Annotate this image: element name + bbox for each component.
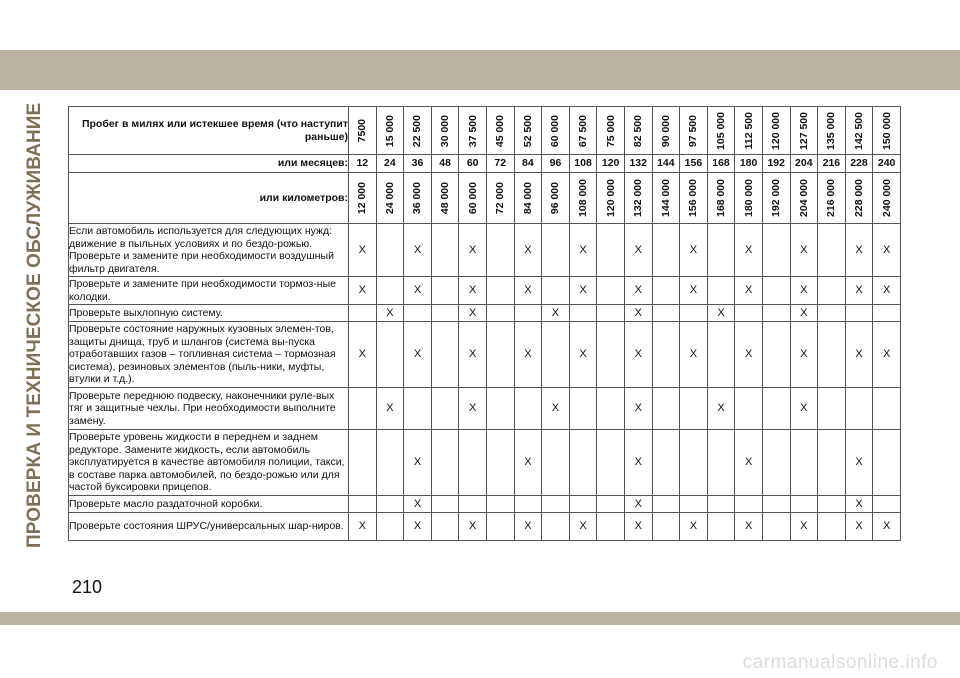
schedule-mark-cell: X <box>624 224 652 277</box>
miles-interval-cell-text: 75 000 <box>604 114 617 147</box>
schedule-mark-cell <box>818 388 846 430</box>
miles-interval-cell <box>680 107 708 155</box>
schedule-mark-cell <box>542 513 570 541</box>
schedule-mark-cell: X <box>514 513 542 541</box>
schedule-mark-cell <box>486 430 514 496</box>
schedule-mark-cell: X <box>845 430 873 496</box>
miles-interval-cell-text: 45 000 <box>494 114 507 147</box>
schedule-mark-cell <box>818 277 846 305</box>
schedule-mark-cell: X <box>735 430 763 496</box>
schedule-mark-cell <box>597 388 625 430</box>
schedule-mark-cell: X <box>459 513 487 541</box>
km-interval-cell <box>376 173 404 224</box>
schedule-mark-cell <box>514 388 542 430</box>
schedule-mark-cell: X <box>707 305 735 322</box>
schedule-mark-cell <box>431 430 459 496</box>
months-interval-cell: 108 <box>569 155 597 173</box>
schedule-mark-cell <box>431 388 459 430</box>
km-interval-cell-text: 108 000 <box>577 179 590 218</box>
km-interval-cell <box>514 173 542 224</box>
table-row <box>69 513 901 541</box>
schedule-mark-cell: X <box>569 322 597 388</box>
schedule-mark-cell: X <box>349 322 377 388</box>
months-interval-cell: 240 <box>873 155 901 173</box>
schedule-mark-cell: X <box>569 513 597 541</box>
miles-interval-cell <box>790 107 818 155</box>
km-interval-cell-text: 60 000 <box>466 182 479 215</box>
schedule-mark-cell <box>376 224 404 277</box>
schedule-mark-cell <box>486 388 514 430</box>
schedule-mark-cell <box>376 277 404 305</box>
schedule-mark-cell: X <box>873 322 901 388</box>
task-description: Проверьте переднюю подвеску, наконечники руле-вых тяг и защитные чехлы. При необходимости выполните замену. <box>69 388 349 430</box>
schedule-mark-cell: X <box>873 277 901 305</box>
task-description: Проверьте и замените при необходимости тормоз-ные колодки. <box>69 277 349 305</box>
miles-interval-cell-text: 82 500 <box>632 114 645 147</box>
miles-header-row <box>69 107 901 155</box>
schedule-mark-cell <box>680 496 708 513</box>
schedule-mark-cell <box>431 496 459 513</box>
schedule-mark-cell <box>762 513 790 541</box>
table-row <box>69 322 901 388</box>
section-title: ПРОВЕРКА И ТЕХНИЧЕСКОЕ ОБСЛУЖИВАНИЕ <box>24 102 45 548</box>
schedule-mark-cell <box>818 322 846 388</box>
schedule-mark-cell: X <box>624 305 652 322</box>
schedule-mark-cell <box>762 224 790 277</box>
schedule-mark-cell <box>818 430 846 496</box>
miles-interval-cell <box>459 107 487 155</box>
miles-interval-cell-text: 7500 <box>356 119 369 143</box>
schedule-mark-cell: X <box>790 388 818 430</box>
months-header-row <box>69 155 901 173</box>
months-interval-cell: 156 <box>680 155 708 173</box>
schedule-mark-cell: X <box>376 388 404 430</box>
table-row <box>69 277 901 305</box>
miles-interval-cell <box>873 107 901 155</box>
schedule-mark-cell <box>486 322 514 388</box>
miles-header-label: Пробег в милях или истекшее время (что наступит раньше) <box>69 107 349 155</box>
km-interval-cell-text: 36 000 <box>411 182 424 215</box>
schedule-mark-cell <box>762 305 790 322</box>
schedule-mark-cell: X <box>845 513 873 541</box>
km-interval-cell <box>735 173 763 224</box>
months-interval-cell: 60 <box>459 155 487 173</box>
schedule-mark-cell: X <box>680 322 708 388</box>
schedule-mark-cell <box>597 277 625 305</box>
months-interval-cell: 84 <box>514 155 542 173</box>
km-interval-cell-text: 216 000 <box>825 179 838 218</box>
schedule-mark-cell <box>652 388 680 430</box>
km-interval-cell <box>597 173 625 224</box>
schedule-mark-cell <box>542 224 570 277</box>
miles-interval-cell-text: 30 000 <box>439 114 452 147</box>
schedule-mark-cell <box>597 224 625 277</box>
schedule-mark-cell <box>514 496 542 513</box>
miles-interval-cell <box>431 107 459 155</box>
schedule-mark-cell <box>542 430 570 496</box>
schedule-mark-cell: X <box>542 388 570 430</box>
schedule-mark-cell: X <box>569 224 597 277</box>
schedule-mark-cell <box>680 305 708 322</box>
schedule-mark-cell <box>845 305 873 322</box>
schedule-mark-cell <box>762 388 790 430</box>
miles-interval-cell <box>818 107 846 155</box>
miles-interval-cell-text: 120 000 <box>770 111 783 150</box>
table-row <box>69 388 901 430</box>
months-interval-cell: 180 <box>735 155 763 173</box>
km-interval-cell-text: 156 000 <box>687 179 700 218</box>
km-interval-cell <box>873 173 901 224</box>
schedule-mark-cell: X <box>404 322 432 388</box>
schedule-mark-cell: X <box>569 277 597 305</box>
schedule-mark-cell: X <box>514 224 542 277</box>
schedule-mark-cell <box>597 305 625 322</box>
km-interval-cell-text: 228 000 <box>852 179 865 218</box>
km-interval-cell-text: 24 000 <box>383 182 396 215</box>
miles-interval-cell-text: 52 500 <box>521 114 534 147</box>
schedule-mark-cell: X <box>459 322 487 388</box>
schedule-mark-cell <box>762 322 790 388</box>
table-row <box>69 305 901 322</box>
schedule-mark-cell <box>597 513 625 541</box>
months-interval-cell: 48 <box>431 155 459 173</box>
schedule-mark-cell <box>486 224 514 277</box>
task-description: Если автомобиль используется для следующих нужд: движение в пыльных условиях и по бездо-рожью. Проверьте и замените при необходимости воздушный фильтр двигателя. <box>69 224 349 277</box>
schedule-mark-cell <box>707 277 735 305</box>
miles-interval-cell-text: 90 000 <box>659 114 672 147</box>
km-interval-cell <box>404 173 432 224</box>
months-interval-cell: 120 <box>597 155 625 173</box>
miles-interval-cell-text: 67 500 <box>577 114 590 147</box>
schedule-mark-cell <box>431 513 459 541</box>
watermark: carmanualsonline.info <box>742 652 938 673</box>
schedule-mark-cell <box>652 322 680 388</box>
schedule-mark-cell <box>873 305 901 322</box>
km-interval-cell-text: 84 000 <box>521 182 534 215</box>
miles-interval-cell <box>542 107 570 155</box>
schedule-mark-cell: X <box>735 277 763 305</box>
km-interval-cell <box>624 173 652 224</box>
schedule-mark-cell <box>762 496 790 513</box>
schedule-mark-cell <box>790 430 818 496</box>
schedule-mark-cell: X <box>624 388 652 430</box>
schedule-mark-cell <box>486 496 514 513</box>
schedule-mark-cell <box>486 277 514 305</box>
schedule-mark-cell <box>735 496 763 513</box>
km-interval-cell <box>845 173 873 224</box>
schedule-mark-cell <box>652 277 680 305</box>
schedule-mark-cell <box>652 496 680 513</box>
schedule-mark-cell: X <box>680 224 708 277</box>
km-interval-cell <box>349 173 377 224</box>
months-interval-cell: 144 <box>652 155 680 173</box>
bottom-band <box>0 612 960 625</box>
schedule-mark-cell <box>514 305 542 322</box>
schedule-mark-cell: X <box>873 224 901 277</box>
months-interval-cell: 204 <box>790 155 818 173</box>
km-interval-cell-text: 180 000 <box>742 179 755 218</box>
miles-interval-cell-text: 127 500 <box>797 111 810 150</box>
schedule-mark-cell: X <box>404 277 432 305</box>
schedule-mark-cell <box>707 430 735 496</box>
schedule-mark-cell: X <box>514 430 542 496</box>
miles-interval-cell-text: 60 000 <box>549 114 562 147</box>
miles-interval-cell <box>735 107 763 155</box>
schedule-mark-cell: X <box>845 224 873 277</box>
schedule-mark-cell: X <box>514 277 542 305</box>
schedule-mark-cell: X <box>459 224 487 277</box>
schedule-mark-cell: X <box>790 277 818 305</box>
schedule-mark-cell <box>459 496 487 513</box>
schedule-mark-cell: X <box>624 496 652 513</box>
schedule-mark-cell: X <box>349 277 377 305</box>
schedule-mark-cell <box>762 430 790 496</box>
km-interval-cell-text: 96 000 <box>549 182 562 215</box>
schedule-mark-cell: X <box>790 513 818 541</box>
schedule-mark-cell <box>597 322 625 388</box>
schedule-mark-cell: X <box>404 496 432 513</box>
miles-interval-cell <box>569 107 597 155</box>
months-interval-cell: 24 <box>376 155 404 173</box>
schedule-mark-cell <box>818 305 846 322</box>
months-interval-cell: 192 <box>762 155 790 173</box>
miles-interval-cell <box>597 107 625 155</box>
schedule-mark-cell <box>680 430 708 496</box>
schedule-mark-cell <box>542 322 570 388</box>
schedule-mark-cell <box>349 305 377 322</box>
months-interval-cell: 132 <box>624 155 652 173</box>
schedule-mark-cell: X <box>542 305 570 322</box>
km-interval-cell-text: 204 000 <box>797 179 810 218</box>
schedule-mark-cell <box>459 430 487 496</box>
schedule-mark-cell: X <box>404 430 432 496</box>
schedule-mark-cell: X <box>459 277 487 305</box>
months-interval-cell: 36 <box>404 155 432 173</box>
schedule-mark-cell <box>542 277 570 305</box>
table-row <box>69 224 901 277</box>
schedule-mark-cell <box>569 388 597 430</box>
maintenance-schedule-table <box>68 106 901 541</box>
task-description: Проверьте масло раздаточной коробки. <box>69 496 349 513</box>
miles-interval-cell <box>762 107 790 155</box>
schedule-mark-cell: X <box>845 277 873 305</box>
schedule-mark-cell: X <box>790 322 818 388</box>
schedule-mark-cell <box>735 388 763 430</box>
months-interval-cell: 216 <box>818 155 846 173</box>
schedule-mark-cell <box>680 388 708 430</box>
schedule-mark-cell: X <box>790 224 818 277</box>
km-interval-cell-text: 132 000 <box>632 179 645 218</box>
km-interval-cell <box>486 173 514 224</box>
schedule-mark-cell: X <box>790 305 818 322</box>
miles-interval-cell-text: 97 500 <box>687 114 700 147</box>
km-header-label: или километров: <box>69 173 349 224</box>
schedule-mark-cell <box>431 322 459 388</box>
task-description: Проверьте уровень жидкости в переднем и заднем редукторе. Замените жидкость, если автомобиль эксплуатируется в качестве автомобиля полиции, такси, в составе парка автомобилей, по бездо-рожью или для частой буксировки прицепов. <box>69 430 349 496</box>
top-band <box>0 50 960 90</box>
miles-interval-cell-text: 105 000 <box>715 111 728 150</box>
km-interval-cell <box>569 173 597 224</box>
schedule-mark-cell: X <box>873 513 901 541</box>
miles-interval-cell <box>707 107 735 155</box>
schedule-mark-cell <box>818 513 846 541</box>
months-interval-cell: 72 <box>486 155 514 173</box>
months-interval-cell: 228 <box>845 155 873 173</box>
km-interval-cell-text: 144 000 <box>659 179 672 218</box>
schedule-mark-cell: X <box>459 388 487 430</box>
table-row <box>69 496 901 513</box>
schedule-mark-cell: X <box>735 224 763 277</box>
miles-interval-cell-text: 135 000 <box>825 111 838 150</box>
schedule-mark-cell: X <box>735 513 763 541</box>
schedule-mark-cell: X <box>349 513 377 541</box>
page-number: 210 <box>72 577 103 597</box>
months-interval-cell: 12 <box>349 155 377 173</box>
schedule-mark-cell <box>845 388 873 430</box>
schedule-mark-cell <box>376 496 404 513</box>
km-interval-cell <box>762 173 790 224</box>
miles-interval-cell <box>845 107 873 155</box>
km-interval-cell-text: 240 000 <box>880 179 893 218</box>
miles-interval-cell <box>624 107 652 155</box>
km-interval-cell <box>707 173 735 224</box>
schedule-mark-cell <box>486 513 514 541</box>
km-interval-cell-text: 168 000 <box>715 179 728 218</box>
schedule-mark-cell: X <box>404 513 432 541</box>
months-header-label: или месяцев: <box>69 155 349 173</box>
schedule-mark-cell <box>542 496 570 513</box>
schedule-mark-cell <box>404 388 432 430</box>
schedule-mark-cell <box>376 513 404 541</box>
months-interval-cell: 96 <box>542 155 570 173</box>
km-interval-cell-text: 72 000 <box>494 182 507 215</box>
km-interval-cell-text: 12 000 <box>356 182 369 215</box>
schedule-mark-cell <box>652 430 680 496</box>
miles-interval-cell-text: 142 500 <box>852 111 865 150</box>
miles-interval-cell-text: 37 500 <box>466 114 479 147</box>
schedule-mark-cell <box>404 305 432 322</box>
schedule-mark-cell <box>486 305 514 322</box>
schedule-mark-cell <box>790 496 818 513</box>
km-interval-cell <box>542 173 570 224</box>
km-interval-cell-text: 48 000 <box>439 182 452 215</box>
schedule-mark-cell: X <box>624 322 652 388</box>
schedule-mark-cell <box>818 496 846 513</box>
schedule-mark-cell <box>376 322 404 388</box>
km-interval-cell <box>459 173 487 224</box>
schedule-mark-cell: X <box>404 224 432 277</box>
schedule-mark-cell <box>431 277 459 305</box>
schedule-mark-cell <box>349 430 377 496</box>
schedule-mark-cell <box>735 305 763 322</box>
miles-interval-cell <box>404 107 432 155</box>
table-row <box>69 430 901 496</box>
miles-interval-cell-text: 112 500 <box>742 112 755 150</box>
schedule-mark-cell <box>569 496 597 513</box>
miles-interval-cell-text: 15 000 <box>383 114 396 147</box>
schedule-mark-cell <box>707 322 735 388</box>
schedule-mark-cell: X <box>624 513 652 541</box>
miles-interval-cell <box>349 107 377 155</box>
km-interval-cell <box>431 173 459 224</box>
schedule-mark-cell <box>597 430 625 496</box>
schedule-mark-cell <box>349 388 377 430</box>
schedule-mark-cell <box>873 388 901 430</box>
schedule-mark-cell <box>569 305 597 322</box>
schedule-mark-cell: X <box>624 277 652 305</box>
km-interval-cell-text: 120 000 <box>604 179 617 218</box>
schedule-mark-cell: X <box>680 277 708 305</box>
schedule-mark-cell: X <box>514 322 542 388</box>
miles-interval-cell <box>514 107 542 155</box>
schedule-mark-cell: X <box>349 224 377 277</box>
schedule-mark-cell <box>652 305 680 322</box>
miles-interval-cell <box>652 107 680 155</box>
miles-interval-cell-text: 22 500 <box>411 114 424 147</box>
schedule-mark-cell <box>707 224 735 277</box>
schedule-mark-cell: X <box>845 496 873 513</box>
km-interval-cell <box>790 173 818 224</box>
schedule-mark-cell: X <box>680 513 708 541</box>
schedule-mark-cell: X <box>707 388 735 430</box>
km-interval-cell <box>680 173 708 224</box>
schedule-mark-cell <box>569 430 597 496</box>
schedule-mark-cell: X <box>845 322 873 388</box>
schedule-mark-cell <box>652 224 680 277</box>
schedule-mark-cell <box>652 513 680 541</box>
km-interval-cell-text: 192 000 <box>770 179 783 218</box>
task-description: Проверьте состояние наружных кузовных элемен-тов, защиты днища, труб и шлангов (система вы-пуска отработавших газов – топливная система – тормозная система), резиновых элементов (пыль-ники, муфты, втулки и т.д.). <box>69 322 349 388</box>
schedule-mark-cell <box>818 224 846 277</box>
miles-interval-cell <box>486 107 514 155</box>
task-description: Проверьте состояния ШРУС/универсальных шар-ниров. <box>69 513 349 541</box>
schedule-mark-cell <box>707 496 735 513</box>
schedule-mark-cell <box>707 513 735 541</box>
miles-interval-cell-text: 150 000 <box>880 111 893 150</box>
schedule-mark-cell: X <box>459 305 487 322</box>
schedule-mark-cell <box>873 430 901 496</box>
km-interval-cell <box>818 173 846 224</box>
km-header-row <box>69 173 901 224</box>
schedule-mark-cell <box>597 496 625 513</box>
miles-interval-cell <box>376 107 404 155</box>
months-interval-cell: 168 <box>707 155 735 173</box>
schedule-mark-cell: X <box>376 305 404 322</box>
schedule-mark-cell: X <box>735 322 763 388</box>
schedule-mark-cell <box>431 224 459 277</box>
km-interval-cell <box>652 173 680 224</box>
schedule-mark-cell <box>873 496 901 513</box>
schedule-mark-cell: X <box>624 430 652 496</box>
schedule-mark-cell <box>762 277 790 305</box>
task-description: Проверьте выхлопную систему. <box>69 305 349 322</box>
schedule-mark-cell <box>431 305 459 322</box>
schedule-mark-cell <box>349 496 377 513</box>
schedule-mark-cell <box>376 430 404 496</box>
